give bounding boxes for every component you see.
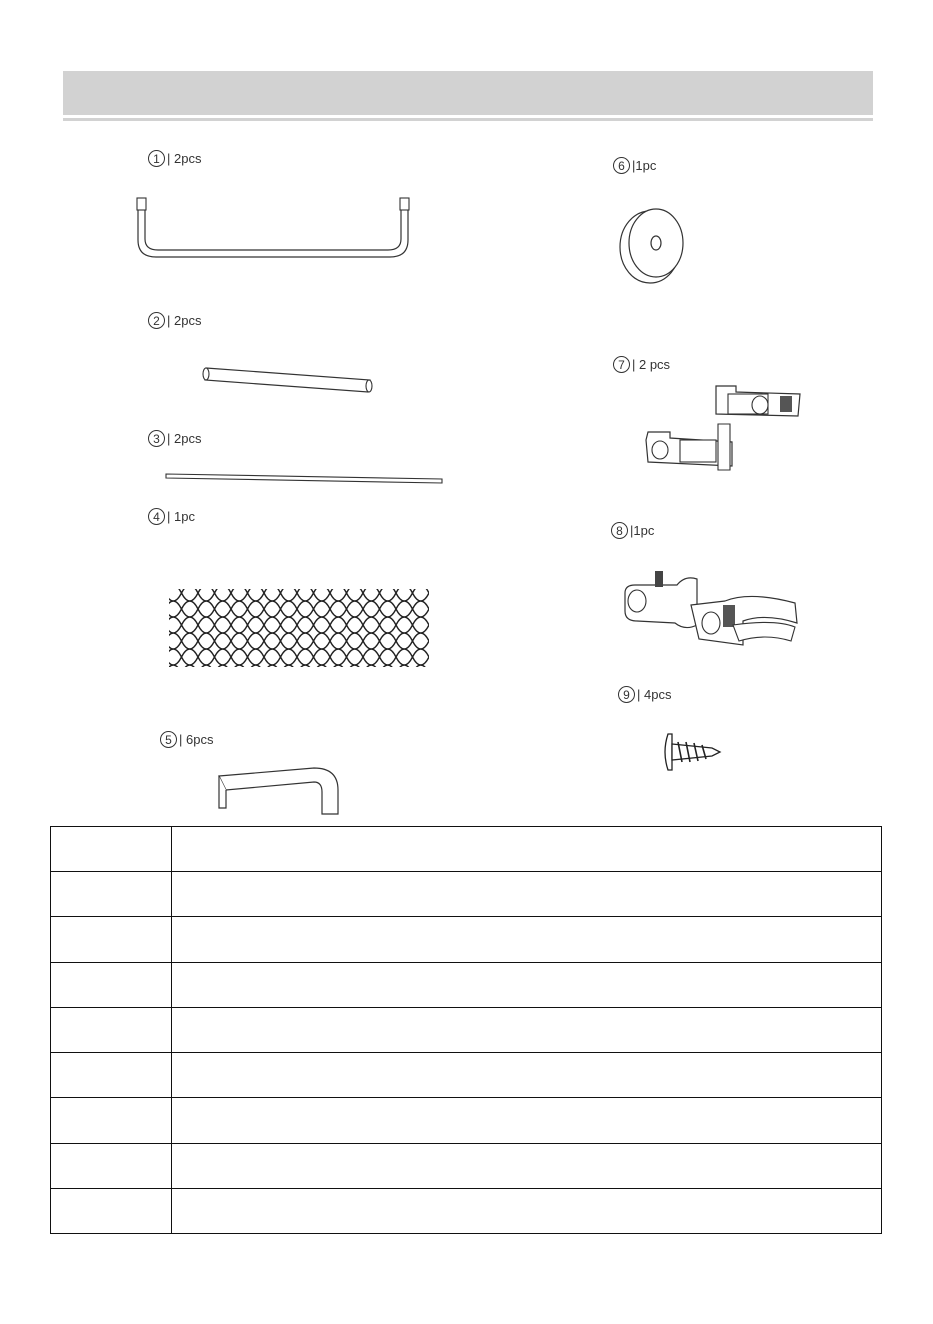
part-quantity: |1pc [632, 158, 657, 173]
table-row [51, 827, 882, 872]
table-cell-number [51, 1053, 172, 1098]
screw-icon [660, 728, 725, 776]
table-cell-description [172, 962, 882, 1007]
part-number: 1 [148, 150, 165, 167]
parts-table [50, 826, 882, 1234]
part-quantity: |1pc [630, 523, 655, 538]
table-cell-number [51, 962, 172, 1007]
table-row [51, 1143, 882, 1188]
table-cell-description [172, 827, 882, 872]
part-number: 8 [611, 522, 628, 539]
table-cell-description [172, 917, 882, 962]
table-cell-description [172, 1053, 882, 1098]
table-cell-number [51, 917, 172, 962]
part-number: 9 [618, 686, 635, 703]
part-quantity: | 4pcs [637, 687, 672, 702]
part-7-label [613, 356, 670, 373]
chain-link-mesh-icon [165, 585, 430, 670]
part-number: 2 [148, 312, 165, 329]
j-hook-clip-icon [214, 762, 344, 817]
part-2-label [148, 312, 201, 329]
thin-rod-icon [162, 470, 447, 486]
part-quantity: | 2pcs [167, 313, 202, 328]
table-row [51, 962, 882, 1007]
header-divider [63, 118, 873, 121]
short-tube-icon [200, 362, 385, 397]
part-number: 5 [160, 731, 177, 748]
part-quantity: | 2 pcs [632, 357, 671, 372]
table-cell-description [172, 1143, 882, 1188]
part-quantity: | 2pcs [167, 151, 202, 166]
table-row [51, 1188, 882, 1233]
part-quantity: | 6pcs [179, 732, 214, 747]
part-number: 6 [613, 157, 630, 174]
part-3-label [148, 430, 201, 447]
table-cell-number [51, 827, 172, 872]
table-cell-number [51, 1143, 172, 1188]
part-8-label [611, 522, 654, 539]
double-clamp-icon [615, 565, 805, 655]
table-cell-number [51, 1007, 172, 1052]
table-row [51, 1007, 882, 1052]
table-row [51, 872, 882, 917]
round-disc-icon [612, 205, 692, 287]
table-cell-description [172, 1007, 882, 1052]
header-bar [63, 71, 873, 115]
part-number: 4 [148, 508, 165, 525]
tube-clamp-icon [640, 380, 805, 475]
part-quantity: | 1pc [167, 509, 195, 524]
part-4-label [148, 508, 195, 525]
part-9-label [618, 686, 671, 703]
u-frame-tube-icon [128, 195, 418, 265]
part-number: 3 [148, 430, 165, 447]
part-quantity: | 2pcs [167, 431, 202, 446]
part-5-label [160, 731, 213, 748]
table-row [51, 1053, 882, 1098]
part-6-label [613, 157, 656, 174]
table-row [51, 917, 882, 962]
table-cell-description [172, 872, 882, 917]
table-cell-number [51, 1098, 172, 1143]
part-1-label [148, 150, 201, 167]
table-cell-description [172, 1188, 882, 1233]
part-number: 7 [613, 356, 630, 373]
table-cell-number [51, 872, 172, 917]
table-row [51, 1098, 882, 1143]
table-cell-number [51, 1188, 172, 1233]
table-cell-description [172, 1098, 882, 1143]
